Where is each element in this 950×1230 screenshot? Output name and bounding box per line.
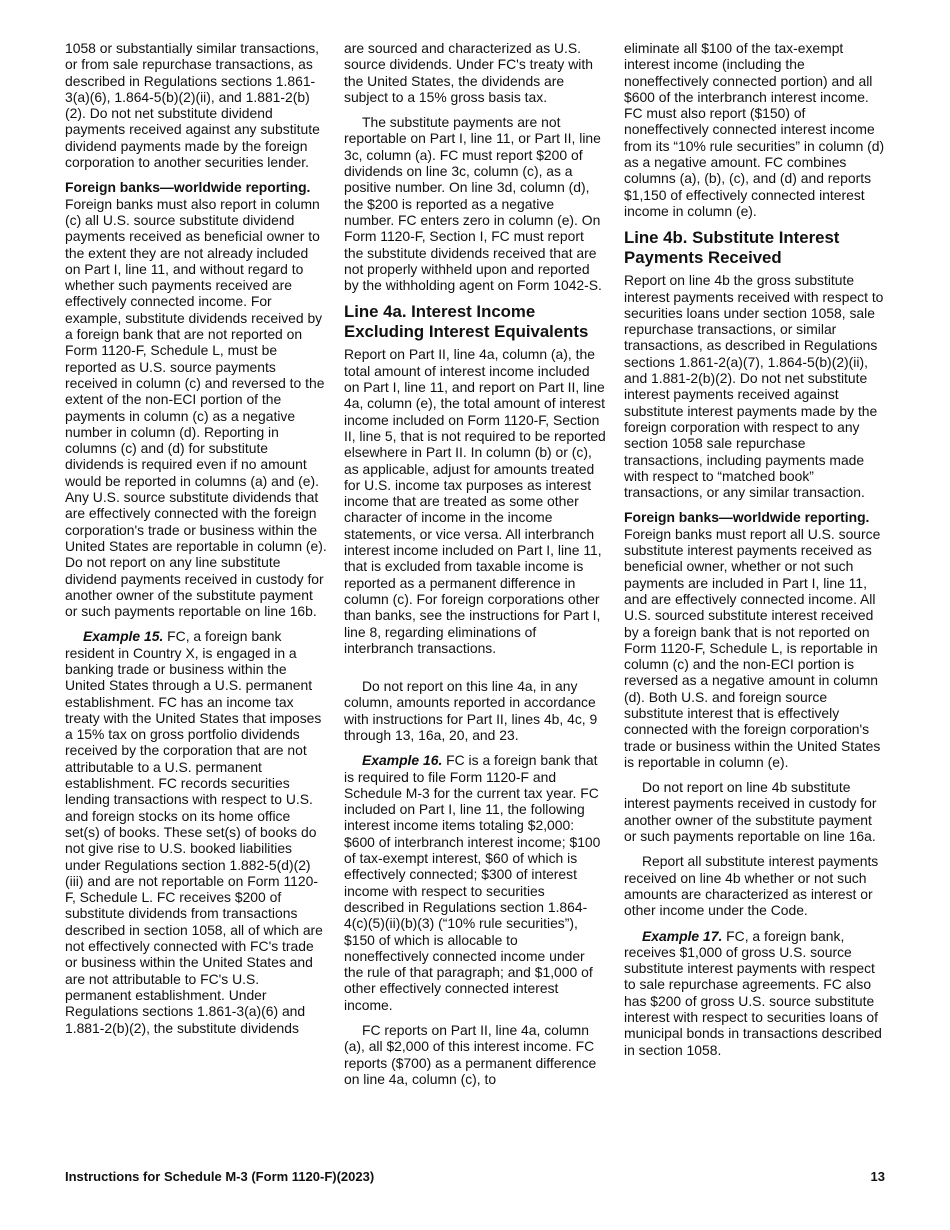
paragraph: Report on line 4b the gross substitute interest payments received with respect to securities loans under section 1058, sale repurchase transactions, or similar transactions, as described in Regulations sections 1.861-2(a)(7), 1.864-5(b)(2)(ii), and 1.881-2(b)(2). Do not net substitute interest payments received against substitute interest payments made by the foreign corporation with respect to any section 1058 sale repurchase transactions, including payments made with respect to “matched book” transactions, or any similar transaction. — [624, 272, 884, 501]
example-paragraph — [65, 628, 327, 1035]
page-footer — [65, 1169, 885, 1184]
paragraph — [624, 509, 886, 770]
run-in-heading: Foreign banks—worldwide reporting. — [624, 509, 870, 526]
run-in-heading: Foreign banks—worldwide reporting. — [65, 179, 311, 196]
paragraph-text: Foreign banks must report all U.S. source substitute interest payments received as beneficial owner, whether or not such payments are included in Part I, line 11, and are effectively connected income. All U.S. sourced substitute interest received by a foreign bank that is not reported on Form 1120-F, Schedule L, is reportable in column (c) and the non-ECI portion is reversed as a negative amount in column (d). Both U.S. and foreign source substitute interest that is effectively connected with the foreign corporation's trade or business within the United States is reportable in column (e). — [624, 525, 881, 770]
paragraph-text: FC, a foreign bank resident in Country X, is engaged in a banking trade or business within the United States through a U.S. permanent establishment. FC has an income tax treaty with the United States that imposes a 15% tax on gross portfolio dividends received by the corporation that are not attributable to a U.S. permanent establishment. FC records securities lending transactions with respect to U.S. and foreign stocks on its home office set(s) of books. These set(s) of books do not give rise to U.S. booked liabilities under Regulations section 1.882-5(d)(2)(iii) and are not reportable on Form 1120-F, Schedule L. FC receives $200 of substitute dividends from transactions described in section 1058, all of which are not effectively connected with FC's trade or business within the United States and are not attributable to FC's U.S. permanent establishment. Under Regulations sections 1.861-3(a)(6) and 1.881-2(b)(2), the substitute dividends — [65, 628, 323, 1036]
spacer — [344, 665, 606, 678]
example-paragraph — [624, 928, 886, 1058]
paragraph: eliminate all $100 of the tax-exempt interest income (including the noneffectively connected portion) and all $600 of the interbranch interest income. FC must also report ($150) of noneffectively connected interest income from its “10% rule securities” in column (d) as a negative amount. FC combines columns (a), (b), (c), and (d) and reports $1,150 of effectively connected interest income in column (e). — [624, 40, 885, 219]
page-number: 13 — [870, 1169, 885, 1184]
section-heading: Line 4a. Interest Income Excluding Interest Equivalents — [344, 302, 589, 342]
example-paragraph — [344, 752, 606, 1013]
paragraph-text: FC is a foreign bank that is required to file Form 1120-F and Schedule M-3 for the current tax year. FC included on Part I, line 11, the following interest income items totaling $2,000: $600 of interbranch interest income; $100 of tax-exempt interest, $60 of which is effectively connected; $300 of interest income with respect to securities described in Regulations section 1.864-4(c)(5)(ii)(b)(3) (“10% rule securities”), $150 of which is allocable to noneffectively connected income under the rule of that paragraph; and $1,000 of other effectively connected interest income. — [344, 752, 601, 1013]
paragraph: Report all substitute interest payments received on line 4b whether or not such amounts are characterized as interest or other income under the Code. — [624, 853, 879, 919]
column-right — [624, 40, 886, 1067]
paragraph: FC reports on Part II, line 4a, column (a), all $2,000 of this interest income. FC reports ($700) as a permanent difference on line 4a, column (c), to — [344, 1022, 597, 1087]
section-heading: Line 4b. Substitute Interest Payments Received — [624, 228, 840, 268]
paragraph-text: Foreign banks must also report in column (c) all U.S. source substitute dividend payments received as beneficial owner to the extent they are not already included on Part I, line 11, and without regard to whether such payments received are effectively connected income. For example, substitute dividends received by a foreign bank that are not reported on Form 1120-F, Schedule L, must be reported as U.S. source payments received in column (c) and reversed to the extent of the non-ECI portion of the payments in column (c) as a negative number in column (d). Reporting in columns (c) and (d) for substitute dividends is required even if no amount would be reported in columns (a) and (e). Any U.S. source substitute dividends that are effectively connected with the foreign corporation's trade or business within the United States are reportable in column (e). Do not report on any line substitute dividend payments received in custody for another owner of the substitute payment or such payments reportable on line 16b. — [65, 195, 327, 620]
paragraph: Do not report on line 4b substitute interest payments received in custody for another owner of the substitute payment or such payments reportable on line 16a. — [624, 779, 877, 845]
paragraph-text: FC, a foreign bank, receives $1,000 of gross U.S. source substitute interest payments with respect to sale repurchase agreements. FC also has $200 of gross U.S. source substitute interest with respect to securities loans of municipal bonds in transactions described in section 1058. — [624, 927, 882, 1058]
footer-title: Instructions for Schedule M-3 (Form 1120-F)(2023) — [65, 1169, 375, 1184]
column-left — [65, 40, 327, 1045]
paragraph: The substitute payments are not reportable on Part I, line 11, or Part II, line 3c, column (a). FC must report $200 of dividends on line 3c, column (c), as a positive number. On line 3d, column (d), the $200 is reported as a negative number. FC enters zero in column (e). On Form 1120-F, Section I, FC must report the substitute dividends received that are not properly withheld upon and reported by the withholding agent on Form 1042-S. — [344, 114, 602, 294]
paragraph — [65, 179, 327, 619]
paragraph: 1058 or substantially similar transactions, or from sale repurchase transactions, as described in Regulations sections 1.861-3(a)(6), 1.864-5(b)(2)(ii), and 1.881-2(b)(2). Do not net substitute dividend payments received against any substitute dividend payments made by the foreign corporation to another securities lender. — [65, 40, 320, 171]
paragraph: Report on Part II, line 4a, column (a), the total amount of interest income included on Part I, line 11, and report on Part II, line 4a, column (e), the total amount of interest income included on Form 1120-F, Section II, line 5, that is not required to be reported elsewhere in Part II. In column (b) or (c), as applicable, adjust for amounts treated for U.S. income tax purposes as interest income that are treated as some other character of income in the income statements, or vice versa. All interbranch interest income included on Part I, line 11, that is excluded from taxable income is reported as a permanent difference in column (c). For foreign corporations other than banks, see the instructions for Part I, line 8, regarding eliminations of interbranch transactions. — [344, 346, 606, 656]
column-middle — [344, 40, 606, 1096]
paragraph: Do not report on this line 4a, in any column, amounts reported in accordance with instructions for Part II, lines 4b, 4c, 9 through 13, 16a, 20, and 23. — [344, 678, 598, 743]
example-label: Example 17. — [642, 927, 723, 944]
example-label: Example 16. — [362, 752, 443, 769]
example-label: Example 15. — [83, 628, 164, 645]
paragraph: are sourced and characterized as U.S. source dividends. Under FC's treaty with the United States, the dividends are subject to a 15% gross basis tax. — [344, 40, 593, 105]
